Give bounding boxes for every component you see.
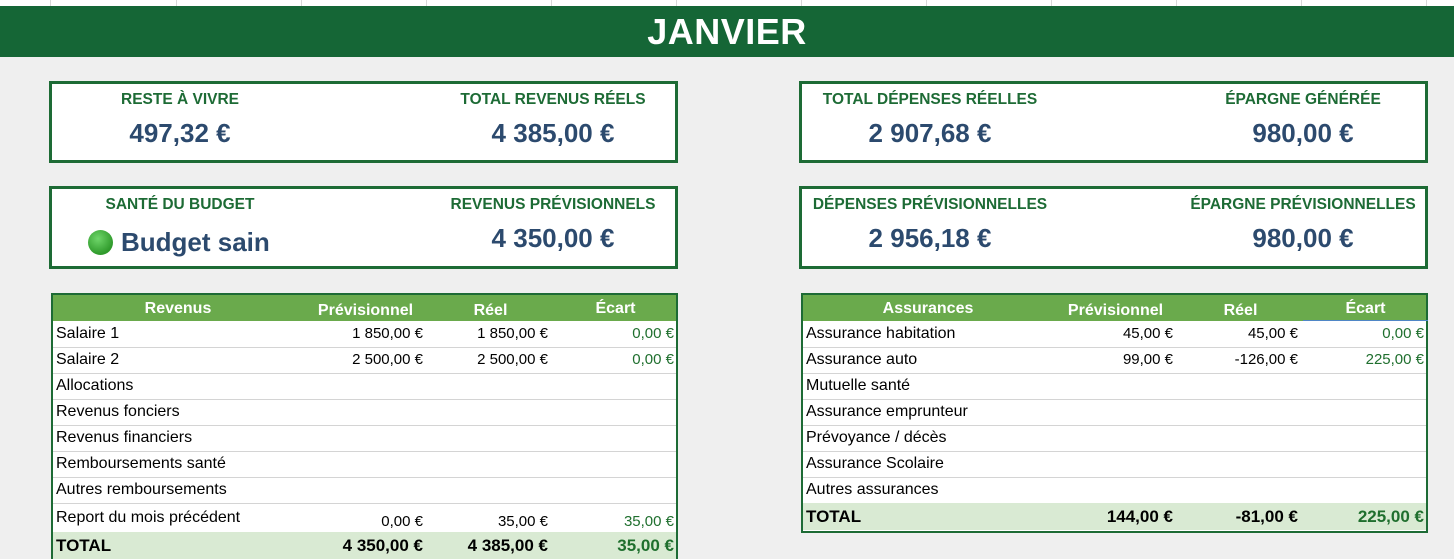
- column-header[interactable]: Revenus: [144, 300, 212, 317]
- kpi-total-revenus-reels: [422, 84, 684, 160]
- cell-prev[interactable]: 2 500,00 €: [352, 351, 423, 368]
- kpi-value: 497,32 €: [129, 118, 231, 148]
- kpi-card-left-top: [49, 81, 678, 163]
- assurances-table: [801, 293, 1428, 533]
- cell-label[interactable]: Assurance habitation: [806, 325, 956, 342]
- kpi-total-depenses-reelles: [802, 84, 1058, 160]
- kpi-label: SANTÉ DU BUDGET: [105, 196, 255, 213]
- total-row[interactable]: [53, 532, 676, 559]
- kpi-value: 2 907,68 €: [868, 118, 992, 148]
- cell-label[interactable]: Allocations: [56, 377, 134, 394]
- cell-reel[interactable]: 2 500,00 €: [477, 351, 548, 368]
- cell-label[interactable]: Assurance emprunteur: [806, 403, 968, 420]
- total-label[interactable]: TOTAL: [806, 507, 862, 526]
- cell-prev[interactable]: 1 850,00 €: [352, 325, 423, 342]
- table-header: [803, 295, 1426, 321]
- cell-ecart[interactable]: 0,00 €: [632, 325, 674, 342]
- kpi-label: TOTAL REVENUS RÉELS: [460, 91, 646, 108]
- cell-label[interactable]: Revenus fonciers: [56, 403, 180, 420]
- cell-label[interactable]: Report du mois précédent: [56, 509, 241, 526]
- cell-prev[interactable]: 99,00 €: [1122, 351, 1173, 368]
- total-reel[interactable]: -81,00 €: [1235, 507, 1298, 526]
- kpi-epargne-previsionnelles: [1172, 189, 1434, 266]
- cell-ecart[interactable]: 35,00 €: [623, 513, 674, 530]
- table-row[interactable]: [53, 477, 676, 504]
- month-title: JANVIER: [0, 6, 1454, 57]
- total-row[interactable]: [803, 503, 1426, 530]
- kpi-reste-a-vivre: [52, 84, 308, 160]
- table-row[interactable]: [53, 399, 676, 426]
- kpi-sante-du-budget: [52, 189, 308, 266]
- total-prev[interactable]: 144,00 €: [1106, 507, 1173, 526]
- revenus-table: [51, 293, 678, 559]
- kpi-card-right-bottom: [799, 186, 1428, 269]
- total-ecart[interactable]: 35,00 €: [617, 536, 674, 555]
- table-row[interactable]: [53, 347, 676, 374]
- table-row[interactable]: [803, 373, 1426, 400]
- kpi-card-right-top: [799, 81, 1428, 163]
- cell-label[interactable]: Autres remboursements: [56, 481, 227, 498]
- kpi-label: DÉPENSES PRÉVISIONNELLES: [812, 196, 1048, 213]
- table-row[interactable]: [803, 321, 1426, 348]
- kpi-label: RESTE À VIVRE: [121, 91, 239, 108]
- kpi-depenses-previsionnelles: [802, 189, 1058, 266]
- cell-reel[interactable]: 1 850,00 €: [477, 325, 548, 342]
- table-row[interactable]: [53, 321, 676, 348]
- kpi-value: 980,00 €: [1252, 223, 1354, 253]
- column-header[interactable]: Réel: [1223, 302, 1258, 319]
- table-row[interactable]: [803, 477, 1426, 504]
- column-header[interactable]: Prévisionnel: [317, 302, 414, 319]
- column-header[interactable]: Prévisionnel: [1067, 302, 1164, 319]
- cell-ecart[interactable]: 0,00 €: [632, 351, 674, 368]
- total-ecart[interactable]: 225,00 €: [1357, 507, 1424, 526]
- cell-label[interactable]: Assurance auto: [806, 351, 918, 368]
- table-row[interactable]: [53, 503, 676, 535]
- kpi-value: 4 350,00 €: [491, 223, 615, 253]
- table-row[interactable]: [53, 425, 676, 452]
- green-circle-icon: [88, 230, 113, 255]
- cell-prev[interactable]: 0,00 €: [381, 513, 423, 530]
- cell-label[interactable]: Autres assurances: [806, 481, 939, 498]
- cell-label[interactable]: Remboursements santé: [56, 455, 226, 472]
- column-header[interactable]: Réel: [473, 302, 508, 319]
- kpi-label: ÉPARGNE PRÉVISIONNELLES: [1190, 196, 1416, 213]
- cell-label[interactable]: Mutuelle santé: [806, 377, 911, 394]
- column-header[interactable]: Écart: [1345, 300, 1386, 317]
- total-label[interactable]: TOTAL: [56, 536, 112, 555]
- cell-ecart[interactable]: 225,00 €: [1365, 351, 1424, 368]
- cell-label[interactable]: Salaire 2: [56, 351, 120, 368]
- table-row[interactable]: [53, 451, 676, 478]
- table-row[interactable]: [53, 373, 676, 400]
- table-row[interactable]: [803, 399, 1426, 426]
- cell-label[interactable]: Revenus financiers: [56, 429, 193, 446]
- kpi-value: 4 385,00 €: [491, 118, 615, 148]
- cell-label[interactable]: Prévoyance / décès: [806, 429, 947, 446]
- health-status-text: Budget sain: [121, 227, 270, 257]
- table-row[interactable]: [803, 451, 1426, 478]
- table-header: [53, 295, 676, 321]
- cell-reel[interactable]: 35,00 €: [497, 513, 548, 530]
- kpi-value: 2 956,18 €: [868, 223, 992, 253]
- table-row[interactable]: [803, 347, 1426, 374]
- table-row[interactable]: [803, 425, 1426, 452]
- kpi-label: ÉPARGNE GÉNÉRÉE: [1225, 91, 1381, 108]
- total-reel[interactable]: 4 385,00 €: [467, 536, 548, 555]
- cell-reel[interactable]: -126,00 €: [1234, 351, 1298, 368]
- kpi-revenus-previsionnels: [422, 189, 684, 266]
- kpi-label: REVENUS PRÉVISIONNELS: [450, 196, 656, 213]
- cell-reel[interactable]: 45,00 €: [1247, 325, 1298, 342]
- total-prev[interactable]: 4 350,00 €: [342, 536, 423, 555]
- kpi-value: 980,00 €: [1252, 118, 1354, 148]
- column-header[interactable]: Assurances: [882, 300, 974, 317]
- cell-prev[interactable]: 45,00 €: [1122, 325, 1173, 342]
- cell-label[interactable]: Assurance Scolaire: [806, 455, 944, 472]
- cell-label[interactable]: Salaire 1: [56, 325, 120, 342]
- column-header[interactable]: Écart: [595, 300, 636, 317]
- cell-ecart[interactable]: 0,00 €: [1382, 325, 1424, 342]
- kpi-card-left-bottom: [49, 186, 678, 269]
- kpi-epargne-generee: [1172, 84, 1434, 160]
- kpi-label: TOTAL DÉPENSES RÉELLES: [822, 91, 1038, 108]
- kpi-value: [88, 227, 270, 258]
